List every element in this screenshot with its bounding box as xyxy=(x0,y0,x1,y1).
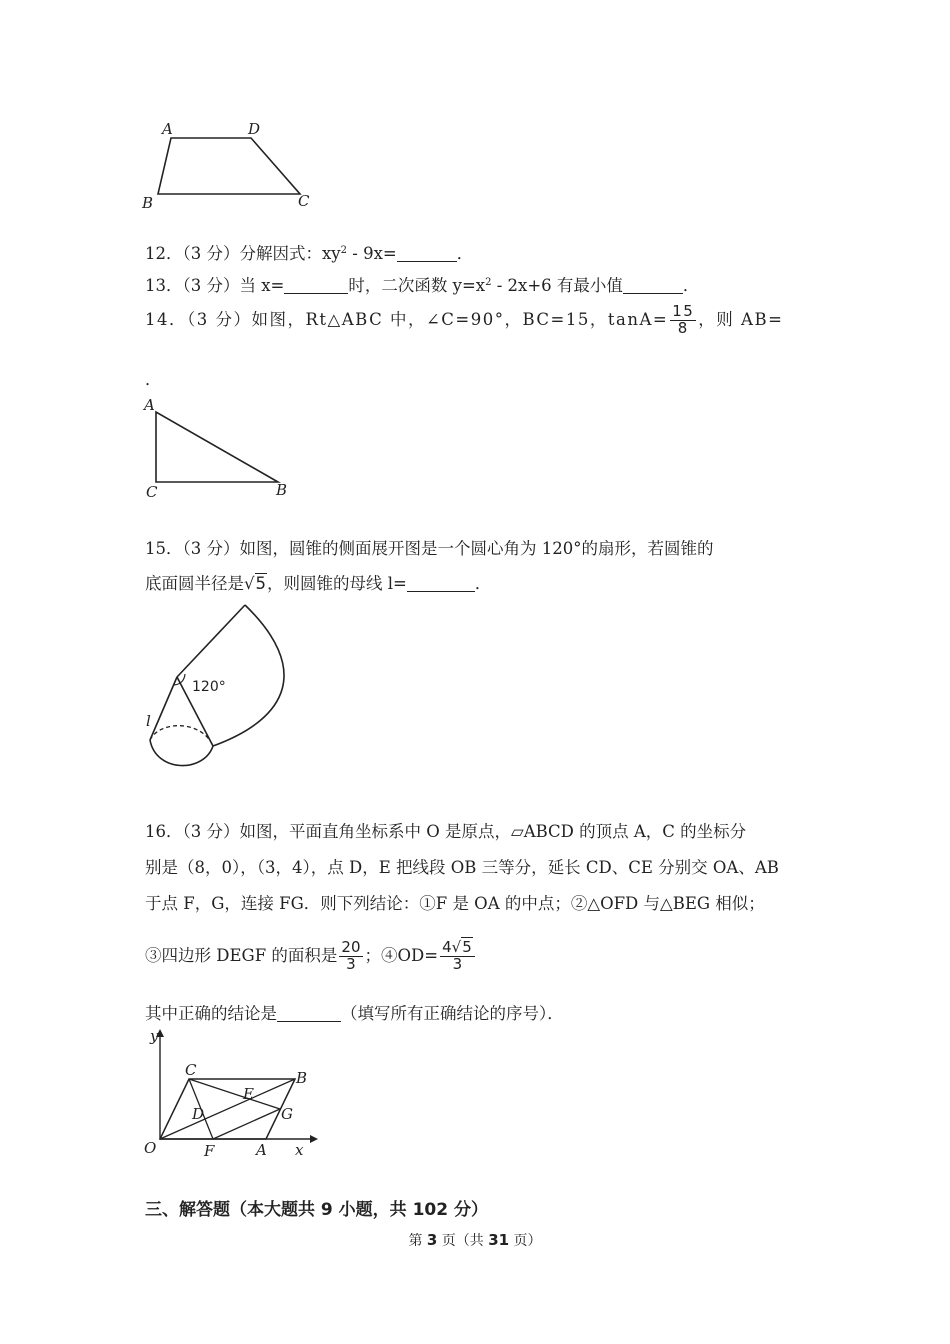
label-A: A xyxy=(162,120,173,138)
fraction-area: $\frac{20}{3}$ xyxy=(341,938,361,973)
page-number: 3 xyxy=(426,1231,438,1249)
label-E: E xyxy=(243,1085,254,1103)
fraction-od: $\frac{4√5}{3}$ xyxy=(440,940,475,973)
answer-blank[interactable] xyxy=(277,1005,341,1023)
question-14: 14．（3 分）如图，Rt△ABC 中，∠C=90°，BC=15，tanA= $\frac{15}{8}$ ，则 AB= xyxy=(145,302,784,337)
right-triangle-figure xyxy=(140,395,300,500)
label-C: C xyxy=(185,1061,197,1079)
label-A: A xyxy=(256,1141,267,1159)
trapezoid-figure xyxy=(140,118,320,214)
label-B: B xyxy=(142,194,154,212)
question-12: 12．（3 分）分解因式：$xy^2 - 9x=$ ． xyxy=(145,244,474,263)
coordinate-parallelogram-figure xyxy=(140,1025,320,1160)
question-16-line5: 其中正确的结论是 （填写所有正确结论的序号）． xyxy=(145,1004,564,1023)
label-F: F xyxy=(204,1142,215,1160)
label-x: x xyxy=(295,1141,304,1159)
question-14-cont: ． xyxy=(145,370,162,389)
label-G: G xyxy=(281,1105,293,1123)
page-footer: 第 3 页（共 31 页） xyxy=(408,1231,542,1249)
question-16-line3: 于点 F，G，连接 FG．则下列结论：①F 是 OA 的中点；②△OFD 与△BEG 相似； xyxy=(145,894,765,913)
label-D: D xyxy=(248,120,261,138)
question-16-line1: 16．（3 分）如图，平面直角坐标系中 O 是原点，▱ABCD 的顶点 A，C 的坐标分 xyxy=(145,822,747,841)
label-B: B xyxy=(296,1069,308,1087)
question-16-line4: ③四边形 DEGF 的面积是 $\frac{20}{3}$ ；④OD= $\frac{4√5}{3}$ xyxy=(145,940,477,973)
question-13: 13．（3 分）当 x= 时，二次函数 $y=x^2 - 2x+6$ 有最小值 ． xyxy=(145,276,700,295)
fraction-tanA: $\frac{15}{8}$ xyxy=(672,302,695,337)
cone-sector-figure xyxy=(140,598,300,798)
label-D: D xyxy=(192,1105,205,1123)
angle-label: 120° xyxy=(192,679,226,695)
total-pages: 31 xyxy=(488,1231,510,1249)
label-y: y xyxy=(150,1027,159,1045)
question-15-line1: 15．（3 分）如图，圆锥的侧面展开图是一个圆心角为 120°的扇形，若圆锥的 xyxy=(145,539,714,558)
answer-blank[interactable] xyxy=(407,575,475,593)
sqrt-5: √5 xyxy=(244,574,267,593)
label-C: C xyxy=(146,483,158,500)
question-16-line2: 别是（8，0），（3，4），点 D，E 把线段 OB 三等分，延长 CD、CE 分别交 OA、AB xyxy=(145,858,779,877)
label-l: l xyxy=(146,712,151,730)
answer-blank[interactable] xyxy=(284,277,348,295)
question-15-line2: 底面圆半径是√5，则圆锥的母线 l= ． xyxy=(145,574,492,593)
section-heading: 三、解答题（本大题共 9 小题，共 102 分） xyxy=(145,1200,488,1220)
answer-blank[interactable] xyxy=(397,245,457,263)
label-B: B xyxy=(276,481,288,499)
answer-blank[interactable] xyxy=(623,277,683,295)
label-A: A xyxy=(144,396,155,414)
label-C: C xyxy=(298,192,310,210)
label-O: O xyxy=(144,1139,157,1157)
